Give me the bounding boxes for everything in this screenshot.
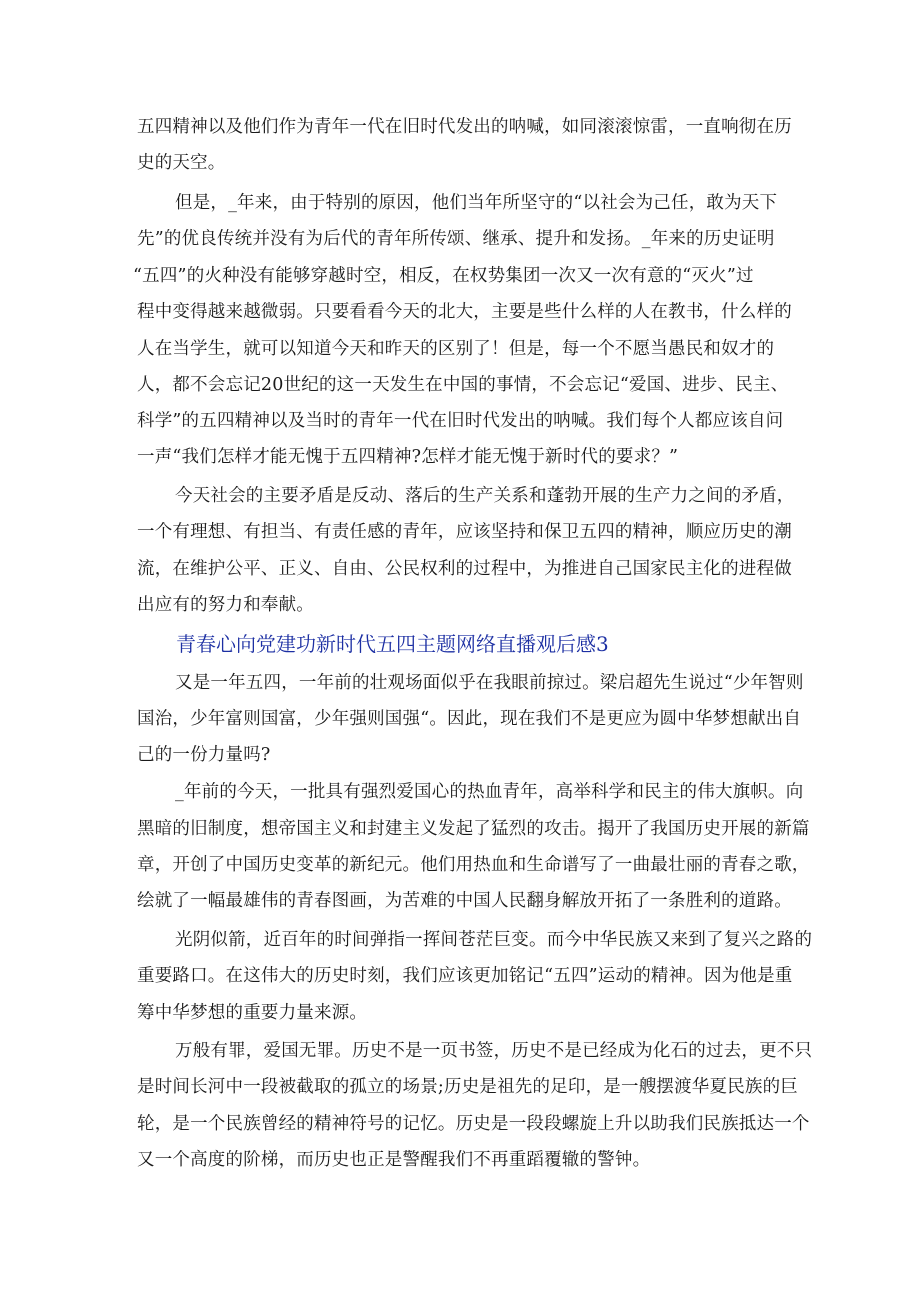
paragraph-line: 五四精神以及他们作为青年一代在旧时代发出的呐喊，如同滚滚惊雷，一直响彻在历 — [137, 117, 792, 137]
paragraph-line: 科学”的五四精神以及当时的青年一代在旧时代发出的呐喊。我们每个人都应该自问 — [137, 411, 784, 431]
paragraph-line: 出应有的努力和奉献。 — [137, 595, 314, 615]
paragraph-line: 一声“我们怎样才能无愧于五四精神?怎样才能无愧于新时代的要求？” — [137, 447, 679, 467]
paragraph-line: 又一个高度的阶梯，而历史也正是警醒我们不再重蹈覆辙的警钟。 — [137, 1150, 651, 1170]
paragraph-line: 史的天空。 — [137, 153, 226, 173]
paragraph-line: 国治，少年富则国富，少年强则国强“。因此，现在我们不是更应为圆中华梦想献出自 — [137, 709, 802, 729]
paragraph-line: 绘就了一幅最雄伟的青春图画，为苦难的中国人民翻身解放开拓了一条胜利的道路。 — [137, 891, 792, 911]
paragraph-line: 光阴似箭，近百年的时间弹指一挥间苍茫巨变。而今中华民族又来到了复兴之路的 — [175, 930, 813, 950]
paragraph-line: 人，都不会忘记20世纪的这一天发生在中国的事情，不会忘记“爱国、进步、民主、 — [137, 375, 789, 395]
paragraph-line: 先”的优良传统并没有为后代的青年所传颂、继承、提升和发扬。_年来的历史证明 — [137, 229, 775, 249]
paragraph-line: 今天社会的主要矛盾是反动、落后的生产关系和蓬勃开展的生产力之间的矛盾， — [175, 486, 795, 506]
paragraph-line: 黑暗的旧制度，想帝国主义和封建主义发起了猛烈的攻击。揭开了我国历史开展的新篇 — [137, 819, 810, 839]
paragraph-line: 但是，_年来，由于特别的原因，他们当年所坚守的“以社会为己任，敢为天下 — [175, 193, 778, 213]
paragraph-line: 己的一份力量吗? — [137, 745, 271, 765]
section-heading: 青春心向党建功新时代五四主题网络直播观后感3 — [176, 632, 609, 656]
paragraph-line: “五四”的火种没有能够穿越时空，相反，在权势集团一次又一次有意的“灭火”过 — [133, 266, 754, 286]
paragraph-line: 又是一年五四，一年前的壮观场面似乎在我眼前掠过。梁启超先生说过“少年智则 — [175, 673, 804, 693]
paragraph-line: 流，在维护公平、正义、自由、公民权利的过程中，为推进自己国家民主化的进程做 — [137, 559, 792, 579]
paragraph-line: 轮，是一个民族曾经的精神符号的记忆。历史是一段段螺旋上升以助我们民族抵达一个 — [137, 1114, 810, 1134]
paragraph-line: 是时间长河中一段被截取的孤立的场景;历史是祖先的足印，是一艘摆渡华夏民族的巨 — [137, 1077, 798, 1097]
paragraph-line: 万般有罪，爱国无罪。历史不是一页书签，历史不是已经成为化石的过去，更不只 — [175, 1041, 813, 1061]
paragraph-line: 重要路口。在这伟大的历史时刻，我们应该更加铭记“五四”运动的精神。因为他是重 — [137, 966, 793, 986]
paragraph-line: 一个有理想、有担当、有责任感的青年，应该坚持和保卫五四的精神，顺应历史的潮 — [137, 522, 792, 542]
paragraph-line: 章，开创了中国历史变革的新纪元。他们用热血和生命谱写了一曲最壮丽的青春之歌， — [137, 855, 810, 875]
paragraph-line: _年前的今天，一批具有强烈爱国心的热血青年，高举科学和民主的伟大旗帜。向 — [175, 782, 804, 802]
paragraph-line: 人在当学生，就可以知道今天和昨天的区别了！但是，每一个不愿当愚民和奴才的 — [137, 339, 775, 359]
paragraph-line: 筹中华梦想的重要力量来源。 — [137, 1003, 368, 1023]
paragraph-line: 程中变得越来越微弱。只要看看今天的北大，主要是些什么样的人在教书，什么样的 — [137, 302, 792, 322]
